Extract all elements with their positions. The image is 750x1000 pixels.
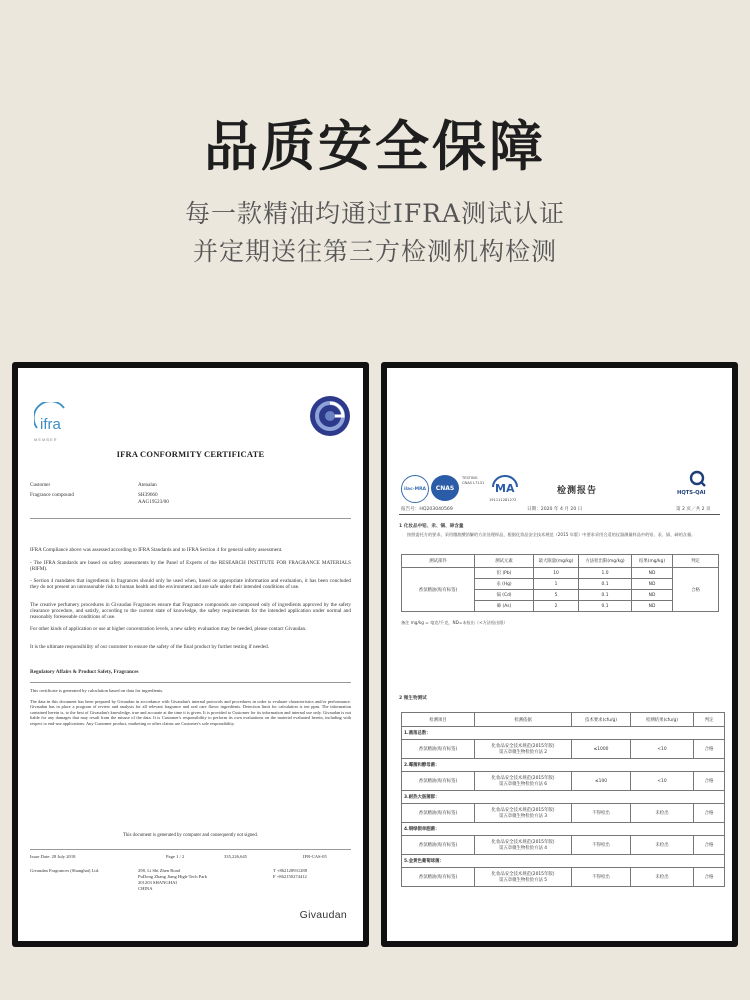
section2-title: 2 微生物测试	[399, 696, 427, 701]
address-line-1: 298, Li Shi Zhen Road	[138, 868, 180, 873]
t2-verdict: 合格	[694, 740, 725, 759]
t2-basis-line: 化妆品安全技术规范(2015年版)	[491, 776, 555, 781]
ilac-logo-icon: ilac-MRA	[401, 475, 429, 503]
report-pages: 第 2 页／共 2 页	[676, 507, 711, 512]
certificate-frame	[12, 362, 369, 947]
address-company: Givaudan Fragrances (Shanghai) Ltd.	[30, 868, 100, 873]
divider	[30, 849, 351, 850]
t2-section-title: 3.耐热大肠菌群：	[402, 791, 725, 804]
page-headline: 品质安全保障	[204, 115, 546, 178]
page-number: Page 1 / 2	[166, 854, 185, 859]
cnas-subtext: TESTING CNAS L7131	[462, 476, 485, 485]
t2-requirement: 不得检出	[572, 868, 631, 887]
t2-header: 技术要求(cfu/g)	[572, 713, 631, 727]
t2-sample: 香氛精油(贴有标签)	[402, 836, 475, 855]
t2-sample: 香氛精油(贴有标签)	[402, 804, 475, 823]
t2-section-title: 1.菌落总数：	[402, 727, 725, 740]
ifra-logo-icon	[34, 402, 78, 436]
t2-verdict: 合格	[694, 868, 725, 887]
certificate-title: IFRA CONFORMITY CERTIFICATE	[116, 449, 265, 459]
test-report	[387, 368, 732, 941]
t1-sample: 香氛精油(贴有标签)	[402, 568, 475, 612]
report-date: 日期：2020 年 4 月 20 日	[527, 507, 583, 512]
t1-limit: 1	[534, 579, 579, 590]
t2-basis	[475, 804, 572, 823]
t1-mdl: 0.1	[579, 601, 632, 612]
address-line-2: PuDong Zhang Jiang High-Tech Park	[138, 874, 208, 879]
address-line-4: CHINA	[138, 886, 153, 891]
t1-limit: 2	[534, 601, 579, 612]
t1-verdict: 合格	[673, 568, 719, 612]
hqts-logo-icon	[689, 470, 707, 488]
fax: F +862150274412	[273, 874, 307, 879]
subline-third-party: 并定期送往第三方检测机构检测	[192, 237, 557, 266]
t2-header: 检测结果(cfu/g)	[631, 713, 694, 727]
customer-value: Atenalan	[138, 482, 157, 488]
subline-ifra: 每一款精油均通过IFRA测试认证	[184, 199, 566, 228]
t1-element: 镉 (Cd)	[475, 590, 534, 601]
regulatory-heading: Regulatory Affairs & Product Safety, Fragrances	[30, 669, 139, 675]
ifra-certificate	[18, 368, 363, 941]
t2-basis-line: 化妆品安全技术规范(2015年版)	[491, 744, 555, 749]
t2-basis-line: 第五章微生物检验方法 5	[498, 878, 548, 883]
t1-result: ND	[632, 568, 673, 579]
hqts-wordmark: HQTS-QAI	[677, 490, 706, 496]
ifra-logo-sub: MEMBER	[34, 437, 58, 442]
report-frame	[381, 362, 738, 947]
t2-header: 检测依据	[475, 713, 572, 727]
t1-header: 测试部件	[402, 555, 475, 568]
t2-section-title: 5.金黄色葡萄球菌：	[402, 855, 725, 868]
t1-result: ND	[632, 601, 673, 612]
section1-title: 1 化妆品中铅、汞、镉、砷含量	[399, 524, 464, 529]
disclaimer-text: The data in this document has been prepared by Givaudan in accordance with Givaudan's internal protocols and procedures in order to evaluate characteristics and/or performance. Givaudan has in place a program of review and analysis for all relevant fragrance and oral care flavor ingredients. Detection limit for calculation is ten ppm. The information contained herein is, to the best of Givaudan's knowledge, true and accurate at the time it is given. It is provided to Customer for its information and internal use only. Givaudan is not liable for any damages that may result from the misuse of the data. It is Customer's responsibility to perform its own evaluations on the material evaluated herein, including with respect to end-use applications. Any Customer product, marketing or other claims are Customer's sole responsibility.	[30, 699, 351, 726]
report-title: 检测报告	[557, 486, 598, 496]
ma-logo-text: MA	[495, 482, 515, 495]
t2-verdict: 合格	[694, 772, 725, 791]
divider	[30, 518, 351, 519]
t1-result: ND	[632, 590, 673, 601]
t1-mdl: 0.1	[579, 579, 632, 590]
compliance-text: IFRA Compliance above was assessed according to IFRA Standards and to IFRA Section 4 for general safety assessment.	[30, 547, 283, 553]
other-use-text: For other kinds of application or use at higher concentration levels, a new safety evaluation may be needed, please contact Givaudan.	[30, 626, 307, 632]
procedures-text: The creative perfumery procedures in Givaudan Fragrances ensure that Fragrance compounds are composed only of ingredients approved by the safety clearance procedure, and satisfy, according to the current state of knowledge, the safety requirements for the intended application under normal and reasonably foreseeable conditions of use.	[30, 602, 351, 621]
t2-section-title: 2.霉菌和酵母菌：	[402, 759, 725, 772]
compound-value-2: AAG19523/00	[138, 499, 169, 505]
t2-result: 未检出	[631, 868, 694, 887]
t2-result: <10	[631, 772, 694, 791]
t2-basis-line: 第五章微生物检验方法 2	[498, 750, 548, 755]
t1-mdl: 1.0	[579, 568, 632, 579]
address-line-3: 201203 SHANGHAI	[138, 880, 177, 885]
t2-basis-line: 化妆品安全技术规范(2015年版)	[491, 808, 555, 813]
t1-header: 测试元素	[475, 555, 534, 568]
t2-basis	[475, 836, 572, 855]
compound-label: Fragrance compound	[30, 492, 74, 498]
ma-number: 191111281272	[489, 498, 517, 502]
t1-header: 方法检出限(mg/kg)	[579, 555, 632, 568]
computer-generated-note: This document is generated by computer and consequently not signed.	[122, 833, 259, 838]
t2-basis-line: 第五章微生物检验方法 4	[498, 846, 548, 851]
t1-header: 结果(mg/kg)	[632, 555, 673, 568]
compound-value-1: SH39660	[138, 492, 158, 498]
t2-basis-line: 第五章微生物检验方法 3	[498, 814, 548, 819]
report-number: 报告号：HQ203040569	[401, 507, 453, 512]
responsibility-text: It is the ultimate responsibility of our customer to ensure the safety of the final product by further testing if needed.	[30, 644, 269, 650]
t2-basis-line: 化妆品安全技术规范(2015年版)	[491, 840, 555, 845]
t2-sample: 香氛精油(贴有标签)	[402, 740, 475, 759]
t2-basis	[475, 740, 572, 759]
t2-basis	[475, 868, 572, 887]
t2-requirement: ≤1000	[572, 740, 631, 759]
t2-result: <10	[631, 740, 694, 759]
form-number: IFR-CAS-05	[303, 854, 327, 859]
t1-element: 铅 (Pb)	[475, 568, 534, 579]
t2-result: 未检出	[631, 836, 694, 855]
t1-mdl: 0.1	[579, 590, 632, 601]
t2-requirement: 不得检出	[572, 804, 631, 823]
calc-note: This certificate is generated by calculation based on data for ingredients.	[30, 688, 164, 693]
microbiology-table	[401, 712, 725, 887]
t2-result: 未检出	[631, 804, 694, 823]
t2-verdict: 合格	[694, 836, 725, 855]
divider	[30, 682, 351, 683]
t1-limit: 10	[534, 568, 579, 579]
t1-element: 汞 (Hg)	[475, 579, 534, 590]
t1-element: 砷 (As)	[475, 601, 534, 612]
customer-label: Customer	[30, 482, 51, 488]
section4-text: - Section 4 mandates that ingredients in fragrances should only be used when, based on appropriate information and evaluation, it has been concluded they do not present an unreasonable risk to human health and the environment and are safe under their intended conditions of use.	[30, 578, 351, 591]
ifra-standards-text: - The IFRA Standards are based on safety assessments by the Panel of Experts of the RESEARCH INSTITUTE FOR FRAGRANCE MATERIALS (RIFM).	[30, 560, 351, 573]
cnas-logo-icon: CNAS	[431, 475, 459, 501]
t2-sample: 香氛精油(贴有标签)	[402, 868, 475, 887]
divider	[399, 514, 720, 515]
t2-header: 检测项目	[402, 713, 475, 727]
section1-description: 按照委托方的要求，采用微波酸消解的方法处理样品，根据化妆品安全技术规范（2015 年版）中要求采用合适的仪器测量样品中的铅、汞、镉、砷的含量。	[407, 532, 696, 537]
t2-section-title: 4.铜绿假单胞菌：	[402, 823, 725, 836]
t2-verdict: 合格	[694, 804, 725, 823]
t1-header: 最大限量(mg/kg)	[534, 555, 579, 568]
t2-requirement: ≤100	[572, 772, 631, 791]
t2-basis-line: 化妆品安全技术规范(2015年版)	[491, 872, 555, 877]
givaudan-wordmark: Givaudan	[299, 909, 347, 921]
telephone: T +862128931288	[273, 868, 308, 873]
t2-requirement: 不得检出	[572, 836, 631, 855]
table1-note: 备注 mg/kg = 毫克/千克，ND=未检出（<方法检出限）	[401, 620, 508, 625]
givaudan-emblem-icon	[309, 395, 351, 437]
ma-logo-icon	[490, 473, 520, 497]
t2-header: 判定	[694, 713, 725, 727]
t1-header: 判定	[673, 555, 719, 568]
t1-result: ND	[632, 579, 673, 590]
t1-limit: 5	[534, 590, 579, 601]
ifra-logo-text: ifra	[40, 416, 61, 433]
document-number: 335,226,645	[224, 854, 247, 859]
t2-basis	[475, 772, 572, 791]
issue-date: Issue Date: 28 July 2018	[30, 854, 76, 859]
heavy-metals-table	[401, 554, 719, 612]
t2-sample: 香氛精油(贴有标签)	[402, 772, 475, 791]
t2-basis-line: 第五章微生物检验方法 6	[498, 782, 548, 787]
